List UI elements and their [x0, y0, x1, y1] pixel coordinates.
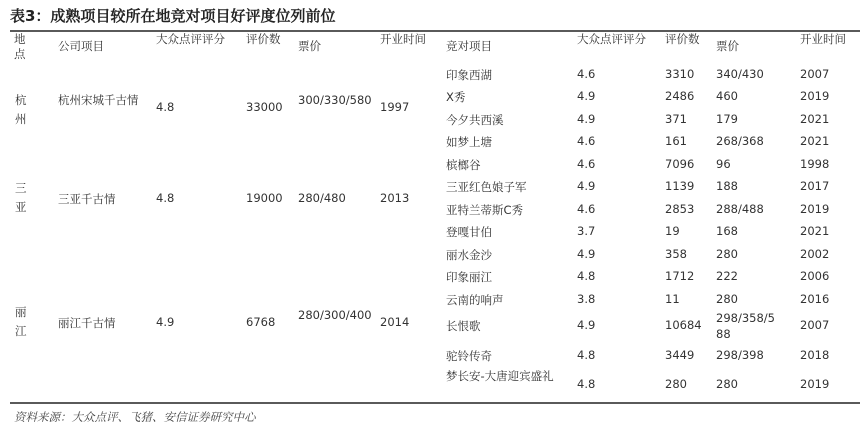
- competitor-score: 4.8: [577, 269, 596, 283]
- company-project-name: 杭州宋城千古情: [58, 93, 139, 107]
- header-comp-opening-time: 开业时间: [800, 32, 846, 46]
- competitor-opened: 2021: [800, 134, 830, 148]
- competitor-name: 丽水金沙: [446, 248, 492, 262]
- company-review-count: 19000: [246, 191, 283, 205]
- competitor-opened: 2021: [800, 112, 830, 126]
- location-sanya: 三亚: [15, 181, 27, 214]
- header-review-count: 评价数: [246, 32, 281, 46]
- competitor-price: 280: [716, 292, 738, 306]
- company-ticket-price: 280/300/400: [298, 308, 372, 322]
- header-ticket-price: 票价: [298, 39, 321, 53]
- company-dianping-score: 4.8: [156, 191, 175, 205]
- competitor-opened: 2006: [800, 269, 830, 283]
- competitor-reviews: 7096: [665, 157, 695, 171]
- header-location: 地点: [14, 32, 26, 61]
- competitor-score: 3.7: [577, 224, 596, 238]
- competitor-opened: 1998: [800, 157, 830, 171]
- company-dianping-score: 4.8: [156, 100, 175, 114]
- competitor-score: 4.8: [577, 377, 596, 391]
- competitor-score: 4.9: [577, 89, 596, 103]
- competitor-opened: 2002: [800, 247, 830, 261]
- company-opening-time: 2014: [380, 315, 410, 329]
- competitor-reviews: 11: [665, 292, 680, 306]
- competitor-name: X秀: [446, 90, 466, 104]
- competitor-name: 长恨歌: [446, 319, 481, 333]
- competitor-name: 云南的响声: [446, 293, 504, 307]
- competitor-reviews: 3449: [665, 348, 695, 362]
- competitor-price: 268/368: [716, 134, 764, 148]
- company-dianping-score: 4.9: [156, 315, 175, 329]
- competitor-reviews: 2486: [665, 89, 695, 103]
- competitor-price: 340/430: [716, 67, 764, 81]
- header-dianping-score: 大众点评评分: [156, 32, 225, 46]
- competitor-price: 298/358/588: [716, 311, 775, 341]
- competitor-price: 280: [716, 377, 738, 391]
- competitor-name: 驼铃传奇: [446, 349, 492, 363]
- competitor-score: 4.6: [577, 157, 596, 171]
- competitor-price: 188: [716, 179, 738, 193]
- header-comp-review-count: 评价数: [665, 32, 700, 46]
- competitor-price: 288/488: [716, 202, 764, 216]
- competitor-opened: 2021: [800, 224, 830, 238]
- competitor-name: 印象丽江: [446, 270, 492, 284]
- source-note: 资料来源：大众点评、飞猪、安信证券研究中心: [14, 410, 256, 424]
- competitor-reviews: 161: [665, 134, 687, 148]
- competitor-opened: 2007: [800, 318, 830, 332]
- competitor-opened: 2017: [800, 179, 830, 193]
- competitor-opened: 2019: [800, 89, 830, 103]
- header-comp-ticket-price: 票价: [716, 39, 739, 53]
- table-bottom-rule: [10, 402, 860, 404]
- location-hangzhou: 杭州: [15, 93, 27, 126]
- competitor-score: 4.9: [577, 318, 596, 332]
- competitor-price: 168: [716, 224, 738, 238]
- competitor-opened: 2016: [800, 292, 830, 306]
- competitor-reviews: 19: [665, 224, 680, 238]
- header-company-project: 公司项目: [58, 39, 104, 53]
- company-review-count: 6768: [246, 315, 276, 329]
- competitor-score: 4.6: [577, 202, 596, 216]
- company-project-name: 三亚千古情: [58, 192, 116, 206]
- competitor-price: 280: [716, 247, 738, 261]
- competitor-name: 登嘎甘伯: [446, 225, 492, 239]
- header-competitor-project: 竞对项目: [446, 39, 492, 53]
- location-lijiang: 丽江: [15, 305, 27, 338]
- competitor-name: 梦长安-大唐迎宾盛礼: [446, 369, 554, 383]
- competitor-name: 亚特兰蒂斯C秀: [446, 203, 524, 217]
- competitor-score: 4.6: [577, 67, 596, 81]
- competitor-price: 96: [716, 157, 731, 171]
- competitor-reviews: 10684: [665, 318, 702, 332]
- company-review-count: 33000: [246, 100, 283, 114]
- competitor-score: 4.6: [577, 134, 596, 148]
- competitor-name: 印象西湖: [446, 68, 492, 82]
- competitor-opened: 2019: [800, 377, 830, 391]
- competitor-name: 今夕共西溪: [446, 113, 504, 127]
- competitor-price: 222: [716, 269, 738, 283]
- header-opening-time: 开业时间: [380, 32, 426, 46]
- competitor-name: 三亚红色娘子军: [446, 180, 527, 194]
- competitor-reviews: 3310: [665, 67, 695, 81]
- competitor-price: 298/398: [716, 348, 764, 362]
- competitor-opened: 2007: [800, 67, 830, 81]
- competitor-score: 4.9: [577, 112, 596, 126]
- competitor-reviews: 358: [665, 247, 687, 261]
- competitor-reviews: 371: [665, 112, 687, 126]
- competitor-score: 3.8: [577, 292, 596, 306]
- competitor-reviews: 280: [665, 377, 687, 391]
- company-opening-time: 1997: [380, 100, 410, 114]
- company-project-name: 丽江千古情: [58, 316, 116, 330]
- company-ticket-price: 280/480: [298, 191, 346, 205]
- competitor-opened: 2018: [800, 348, 830, 362]
- competitor-price: 460: [716, 89, 738, 103]
- competitor-name: 如梦上塘: [446, 135, 492, 149]
- table-title: 表3：成熟项目较所在地竞对项目好评度位列前位: [10, 7, 336, 25]
- competitor-score: 4.9: [577, 247, 596, 261]
- company-ticket-price: 300/330/580: [298, 93, 372, 107]
- company-opening-time: 2013: [380, 191, 410, 205]
- competitor-reviews: 1139: [665, 179, 695, 193]
- competitor-reviews: 2853: [665, 202, 695, 216]
- competitor-reviews: 1712: [665, 269, 695, 283]
- competitor-score: 4.9: [577, 179, 596, 193]
- competitor-price: 179: [716, 112, 738, 126]
- header-comp-dianping-score: 大众点评评分: [577, 32, 646, 46]
- competitor-name: 槟榔谷: [446, 158, 481, 172]
- competitor-opened: 2019: [800, 202, 830, 216]
- competitor-score: 4.8: [577, 348, 596, 362]
